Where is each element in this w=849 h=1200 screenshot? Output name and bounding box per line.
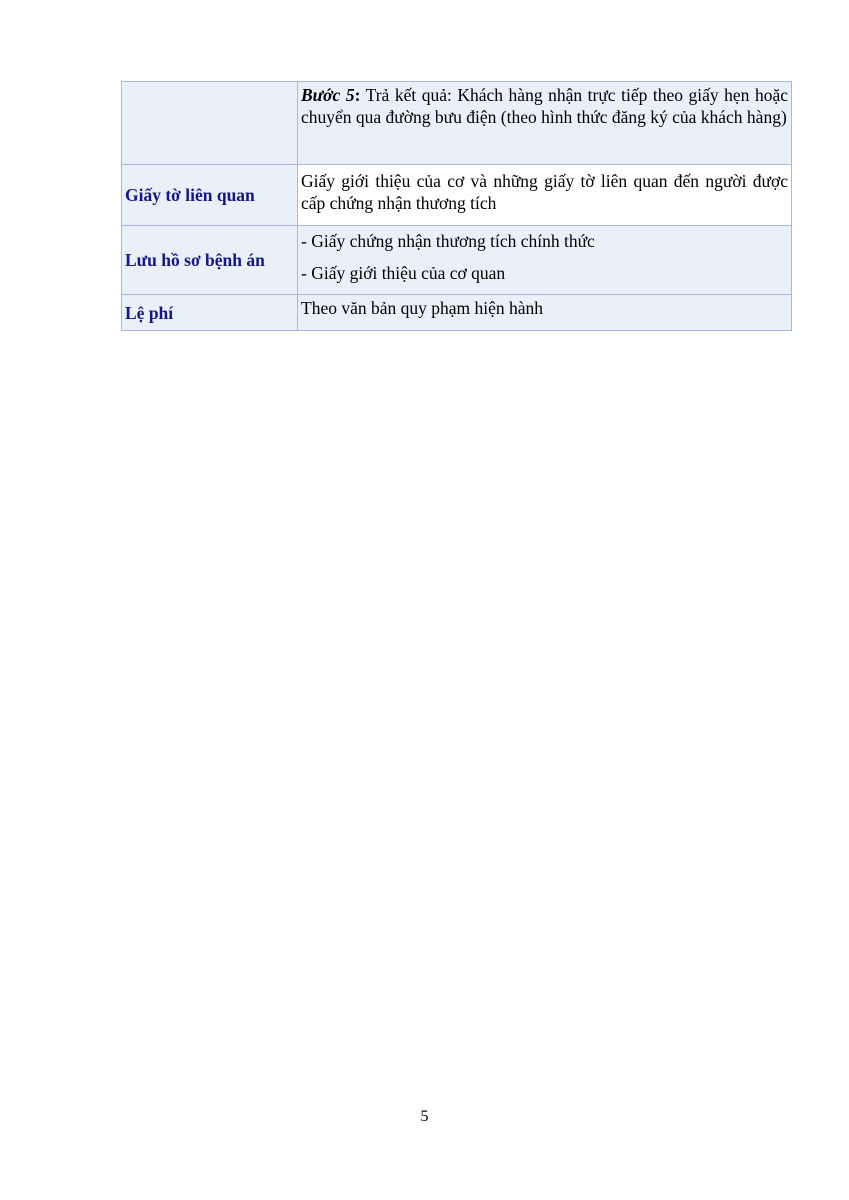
row-label-empty	[122, 82, 298, 165]
table-row-related-documents	[122, 165, 792, 226]
related-documents-content: Giấy giới thiệu của cơ và những giấy tờ liên quan đến người được cấp chứng nhận thương tích	[298, 165, 792, 226]
procedure-table	[121, 81, 792, 331]
row-label-fee: Lệ phí	[122, 295, 298, 331]
table-row-step5	[122, 82, 792, 165]
records-item: - Giấy giới thiệu của cơ quan	[301, 263, 506, 283]
row-label-related-documents: Giấy tờ liên quan	[122, 165, 298, 226]
step-colon: :	[354, 85, 361, 105]
table-row-records	[122, 226, 792, 295]
fee-content: Theo văn bản quy phạm hiện hành	[298, 295, 792, 331]
records-item: - Giấy chứng nhận thương tích chính thức	[301, 231, 595, 251]
step5-content	[298, 82, 792, 165]
page-number: 5	[420, 1108, 429, 1125]
row-label-records: Lưu hồ sơ bệnh án	[122, 226, 298, 295]
step-label: Bước 5	[301, 85, 355, 105]
records-content	[298, 226, 792, 295]
step5-text: Trả kết quả: Khách hàng nhận trực tiếp theo giấy hẹn hoặc chuyển qua đường bưu điện (theo hình thức đăng ký của khách hàng)	[301, 85, 788, 127]
table-row-fee	[122, 295, 792, 331]
